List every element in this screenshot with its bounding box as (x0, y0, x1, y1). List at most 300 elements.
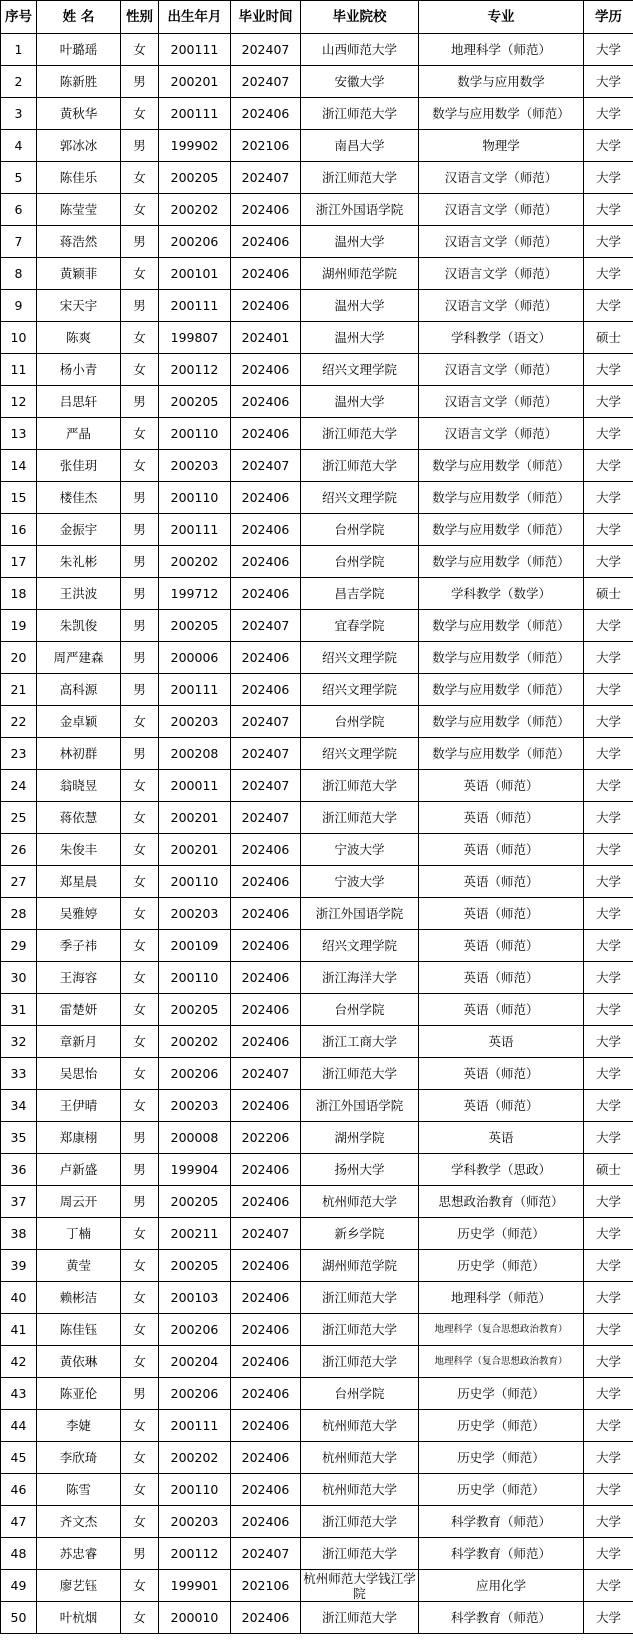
table-row (1, 514, 633, 546)
col-degree-cell: 大学 (584, 1090, 633, 1122)
col-grad-date-cell: 202406 (231, 898, 301, 930)
col-name-cell: 宋天宇 (37, 290, 121, 322)
col-birth-cell: 200205 (159, 162, 231, 194)
col-school-cell: 浙江师范大学 (301, 1314, 419, 1346)
col-index-cell: 21 (1, 674, 37, 706)
col-grad-date-cell: 202406 (231, 354, 301, 386)
col-birth-cell: 200111 (159, 290, 231, 322)
col-degree-cell: 大学 (584, 130, 633, 162)
table-row (1, 1410, 633, 1442)
col-name-cell: 齐文杰 (37, 1506, 121, 1538)
col-degree-cell: 大学 (584, 1186, 633, 1218)
col-major-cell: 地理科学（师范） (419, 1282, 584, 1314)
col-school-cell: 宜春学院 (301, 610, 419, 642)
col-school-cell: 浙江海洋大学 (301, 962, 419, 994)
col-gender-cell: 女 (121, 1506, 159, 1538)
table-row (1, 1602, 633, 1634)
col-degree-cell: 大学 (584, 98, 633, 130)
col-degree-cell: 大学 (584, 1250, 633, 1282)
col-gender-cell: 男 (121, 130, 159, 162)
col-degree-cell: 大学 (584, 386, 633, 418)
col-birth-cell: 200202 (159, 546, 231, 578)
col-degree-cell: 大学 (584, 1538, 633, 1570)
col-grad-date-cell: 202406 (231, 1154, 301, 1186)
col-major-cell: 应用化学 (419, 1570, 584, 1602)
col-index-cell: 1 (1, 34, 37, 66)
col-grad-date-cell: 202406 (231, 1250, 301, 1282)
col-name-cell: 郭冰冰 (37, 130, 121, 162)
col-index-cell: 25 (1, 802, 37, 834)
col-grad-date-cell: 202406 (231, 962, 301, 994)
col-gender-cell: 女 (121, 930, 159, 962)
col-degree-cell: 大学 (584, 1282, 633, 1314)
header-col-grad-date: 毕业时间 (231, 1, 301, 34)
header-col-major: 专业 (419, 1, 584, 34)
col-degree-cell: 大学 (584, 418, 633, 450)
col-index-cell: 27 (1, 866, 37, 898)
col-index-cell: 30 (1, 962, 37, 994)
col-gender-cell: 女 (121, 898, 159, 930)
col-birth-cell: 200203 (159, 898, 231, 930)
col-major-cell: 历史学（师范） (419, 1474, 584, 1506)
col-name-cell: 周云开 (37, 1186, 121, 1218)
table-row (1, 866, 633, 898)
col-grad-date-cell: 202406 (231, 418, 301, 450)
col-birth-cell: 200203 (159, 1506, 231, 1538)
col-grad-date-cell: 202406 (231, 290, 301, 322)
col-school-cell: 浙江师范大学 (301, 770, 419, 802)
col-index-cell: 48 (1, 1538, 37, 1570)
col-birth-cell: 199807 (159, 322, 231, 354)
col-school-cell: 杭州师范大学 (301, 1474, 419, 1506)
col-grad-date-cell: 202407 (231, 162, 301, 194)
col-grad-date-cell: 202407 (231, 1218, 301, 1250)
col-birth-cell: 200201 (159, 802, 231, 834)
table-row (1, 258, 633, 290)
col-major-cell: 地理科学（复合思想政治教育） (419, 1314, 584, 1346)
col-school-cell: 浙江师范大学 (301, 1538, 419, 1570)
col-birth-cell: 200110 (159, 418, 231, 450)
table-row (1, 994, 633, 1026)
table-row (1, 290, 633, 322)
table-row (1, 898, 633, 930)
col-grad-date-cell: 202407 (231, 802, 301, 834)
col-degree-cell: 大学 (584, 1506, 633, 1538)
col-degree-cell: 大学 (584, 194, 633, 226)
col-birth-cell: 200205 (159, 386, 231, 418)
table-row (1, 66, 633, 98)
col-index-cell: 43 (1, 1378, 37, 1410)
col-school-cell: 浙江师范大学 (301, 162, 419, 194)
col-birth-cell: 200110 (159, 1474, 231, 1506)
col-degree-cell: 大学 (584, 1314, 633, 1346)
col-grad-date-cell: 202406 (231, 1186, 301, 1218)
table-row (1, 930, 633, 962)
col-gender-cell: 女 (121, 98, 159, 130)
col-grad-date-cell: 202206 (231, 1122, 301, 1154)
col-major-cell: 汉语言文学（师范） (419, 162, 584, 194)
table-row (1, 1186, 633, 1218)
col-name-cell: 季子祎 (37, 930, 121, 962)
col-grad-date-cell: 202406 (231, 930, 301, 962)
table-row (1, 1282, 633, 1314)
table-row (1, 738, 633, 770)
col-gender-cell: 女 (121, 194, 159, 226)
col-birth-cell: 200010 (159, 1602, 231, 1634)
col-major-cell: 英语（师范） (419, 866, 584, 898)
col-index-cell: 22 (1, 706, 37, 738)
table-row (1, 1122, 633, 1154)
col-gender-cell: 女 (121, 1282, 159, 1314)
col-name-cell: 黄颖菲 (37, 258, 121, 290)
col-gender-cell: 女 (121, 418, 159, 450)
col-index-cell: 40 (1, 1282, 37, 1314)
col-birth-cell: 200204 (159, 1346, 231, 1378)
col-birth-cell: 199904 (159, 1154, 231, 1186)
col-major-cell: 数学与应用数学（师范） (419, 642, 584, 674)
col-name-cell: 朱凯俊 (37, 610, 121, 642)
col-name-cell: 严晶 (37, 418, 121, 450)
col-gender-cell: 男 (121, 674, 159, 706)
col-index-cell: 18 (1, 578, 37, 610)
col-major-cell: 汉语言文学（师范） (419, 194, 584, 226)
col-gender-cell: 男 (121, 482, 159, 514)
col-index-cell: 19 (1, 610, 37, 642)
col-school-cell: 台州学院 (301, 706, 419, 738)
col-major-cell: 英语（师范） (419, 1058, 584, 1090)
col-school-cell: 山西师范大学 (301, 34, 419, 66)
table-row (1, 834, 633, 866)
col-degree-cell: 大学 (584, 642, 633, 674)
col-birth-cell: 199901 (159, 1570, 231, 1602)
col-birth-cell: 200205 (159, 1186, 231, 1218)
col-gender-cell: 女 (121, 1442, 159, 1474)
col-index-cell: 47 (1, 1506, 37, 1538)
col-gender-cell: 男 (121, 1538, 159, 1570)
col-gender-cell: 男 (121, 514, 159, 546)
col-school-cell: 宁波大学 (301, 834, 419, 866)
col-gender-cell: 女 (121, 1250, 159, 1282)
col-name-cell: 赖彬洁 (37, 1282, 121, 1314)
col-school-cell: 宁波大学 (301, 866, 419, 898)
col-name-cell: 朱俊丰 (37, 834, 121, 866)
col-school-cell: 温州大学 (301, 290, 419, 322)
col-gender-cell: 女 (121, 866, 159, 898)
col-degree-cell: 大学 (584, 1602, 633, 1634)
table-row (1, 674, 633, 706)
col-school-cell: 杭州师范大学 (301, 1186, 419, 1218)
table-row (1, 1506, 633, 1538)
col-index-cell: 14 (1, 450, 37, 482)
col-index-cell: 36 (1, 1154, 37, 1186)
col-grad-date-cell: 202406 (231, 674, 301, 706)
col-name-cell: 王洪波 (37, 578, 121, 610)
col-school-cell: 安徽大学 (301, 66, 419, 98)
col-degree-cell: 大学 (584, 962, 633, 994)
col-birth-cell: 200206 (159, 1058, 231, 1090)
col-school-cell: 浙江师范大学 (301, 418, 419, 450)
col-gender-cell: 男 (121, 386, 159, 418)
table-row (1, 34, 633, 66)
table-row (1, 1378, 633, 1410)
table-row (1, 322, 633, 354)
table-row (1, 1442, 633, 1474)
table-row (1, 1250, 633, 1282)
col-school-cell: 昌吉学院 (301, 578, 419, 610)
col-grad-date-cell: 202407 (231, 770, 301, 802)
col-school-cell: 浙江师范大学 (301, 1282, 419, 1314)
col-gender-cell: 女 (121, 1410, 159, 1442)
col-major-cell: 汉语言文学（师范） (419, 258, 584, 290)
col-major-cell: 科学教育（师范） (419, 1602, 584, 1634)
col-grad-date-cell: 202406 (231, 514, 301, 546)
col-birth-cell: 199712 (159, 578, 231, 610)
col-degree-cell: 大学 (584, 162, 633, 194)
col-degree-cell: 大学 (584, 226, 633, 258)
col-name-cell: 吕思轩 (37, 386, 121, 418)
col-degree-cell: 大学 (584, 866, 633, 898)
col-degree-cell: 大学 (584, 834, 633, 866)
col-school-cell: 浙江师范大学 (301, 802, 419, 834)
col-major-cell: 数学与应用数学（师范） (419, 610, 584, 642)
header-row (1, 1, 633, 34)
col-gender-cell: 女 (121, 1602, 159, 1634)
col-birth-cell: 200205 (159, 610, 231, 642)
col-gender-cell: 女 (121, 962, 159, 994)
col-major-cell: 数学与应用数学（师范） (419, 514, 584, 546)
table-row (1, 1538, 633, 1570)
col-birth-cell: 200202 (159, 194, 231, 226)
col-gender-cell: 女 (121, 706, 159, 738)
col-degree-cell: 大学 (584, 994, 633, 1026)
header-col-gender: 性别 (121, 1, 159, 34)
col-school-cell: 绍兴文理学院 (301, 674, 419, 706)
col-index-cell: 11 (1, 354, 37, 386)
col-index-cell: 32 (1, 1026, 37, 1058)
col-degree-cell: 大学 (584, 1378, 633, 1410)
col-major-cell: 数学与应用数学（师范） (419, 482, 584, 514)
col-gender-cell: 女 (121, 1026, 159, 1058)
col-major-cell: 学科教学（语文） (419, 322, 584, 354)
table-row (1, 386, 633, 418)
col-grad-date-cell: 202406 (231, 386, 301, 418)
col-school-cell: 浙江师范大学 (301, 98, 419, 130)
col-major-cell: 英语（师范） (419, 930, 584, 962)
table-row (1, 418, 633, 450)
col-index-cell: 50 (1, 1602, 37, 1634)
col-grad-date-cell: 202406 (231, 994, 301, 1026)
col-gender-cell: 女 (121, 1346, 159, 1378)
col-school-cell: 台州学院 (301, 994, 419, 1026)
col-name-cell: 卢新盛 (37, 1154, 121, 1186)
col-degree-cell: 大学 (584, 546, 633, 578)
col-degree-cell: 大学 (584, 1570, 633, 1602)
col-birth-cell: 200206 (159, 1378, 231, 1410)
col-name-cell: 楼佳杰 (37, 482, 121, 514)
table-row (1, 130, 633, 162)
col-major-cell: 历史学（师范） (419, 1442, 584, 1474)
col-major-cell: 学科教学（数学） (419, 578, 584, 610)
col-major-cell: 汉语言文学（师范） (419, 226, 584, 258)
col-school-cell: 温州大学 (301, 226, 419, 258)
col-school-cell: 台州学院 (301, 546, 419, 578)
col-index-cell: 10 (1, 322, 37, 354)
col-degree-cell: 大学 (584, 674, 633, 706)
col-degree-cell: 大学 (584, 770, 633, 802)
col-birth-cell: 200205 (159, 994, 231, 1026)
col-major-cell: 历史学（师范） (419, 1218, 584, 1250)
col-degree-cell: 硕士 (584, 578, 633, 610)
col-index-cell: 26 (1, 834, 37, 866)
col-index-cell: 34 (1, 1090, 37, 1122)
col-index-cell: 6 (1, 194, 37, 226)
col-degree-cell: 大学 (584, 1410, 633, 1442)
col-index-cell: 38 (1, 1218, 37, 1250)
col-school-cell: 浙江外国语学院 (301, 1090, 419, 1122)
col-name-cell: 郑星晨 (37, 866, 121, 898)
col-school-cell: 温州大学 (301, 322, 419, 354)
col-major-cell: 地理科学（师范） (419, 34, 584, 66)
table-row (1, 1346, 633, 1378)
table-body (1, 34, 633, 1634)
col-name-cell: 黄秋华 (37, 98, 121, 130)
col-birth-cell: 200201 (159, 66, 231, 98)
col-name-cell: 吴雅婷 (37, 898, 121, 930)
col-degree-cell: 大学 (584, 898, 633, 930)
col-grad-date-cell: 202407 (231, 706, 301, 738)
col-degree-cell: 大学 (584, 1346, 633, 1378)
col-name-cell: 郑康栩 (37, 1122, 121, 1154)
col-index-cell: 15 (1, 482, 37, 514)
col-grad-date-cell: 202106 (231, 1570, 301, 1602)
col-name-cell: 杨小青 (37, 354, 121, 386)
col-degree-cell: 大学 (584, 1474, 633, 1506)
col-gender-cell: 女 (121, 1474, 159, 1506)
col-grad-date-cell: 202406 (231, 1314, 301, 1346)
col-school-cell: 浙江师范大学 (301, 1602, 419, 1634)
col-school-cell: 扬州大学 (301, 1154, 419, 1186)
col-gender-cell: 女 (121, 258, 159, 290)
col-major-cell: 汉语言文学（师范） (419, 418, 584, 450)
table-row (1, 1474, 633, 1506)
table-row (1, 450, 633, 482)
col-birth-cell: 200111 (159, 34, 231, 66)
col-name-cell: 王伊晴 (37, 1090, 121, 1122)
col-degree-cell: 大学 (584, 290, 633, 322)
col-grad-date-cell: 202406 (231, 1602, 301, 1634)
col-index-cell: 9 (1, 290, 37, 322)
col-index-cell: 37 (1, 1186, 37, 1218)
col-birth-cell: 200111 (159, 514, 231, 546)
col-school-cell: 浙江师范大学 (301, 1346, 419, 1378)
col-major-cell: 数学与应用数学（师范） (419, 706, 584, 738)
col-degree-cell: 大学 (584, 930, 633, 962)
table-row (1, 482, 633, 514)
col-gender-cell: 女 (121, 834, 159, 866)
table-row (1, 162, 633, 194)
col-name-cell: 黄莹 (37, 1250, 121, 1282)
col-school-cell: 浙江师范大学 (301, 450, 419, 482)
col-index-cell: 2 (1, 66, 37, 98)
col-index-cell: 3 (1, 98, 37, 130)
table-row (1, 1090, 633, 1122)
col-name-cell: 叶杭烟 (37, 1602, 121, 1634)
col-name-cell: 叶璐瑶 (37, 34, 121, 66)
col-degree-cell: 硕士 (584, 322, 633, 354)
col-major-cell: 英语（师范） (419, 898, 584, 930)
col-grad-date-cell: 202106 (231, 130, 301, 162)
col-grad-date-cell: 202407 (231, 34, 301, 66)
col-name-cell: 陈亚伦 (37, 1378, 121, 1410)
col-grad-date-cell: 202406 (231, 98, 301, 130)
col-index-cell: 5 (1, 162, 37, 194)
col-major-cell: 数学与应用数学（师范） (419, 674, 584, 706)
col-birth-cell: 200109 (159, 930, 231, 962)
col-index-cell: 49 (1, 1570, 37, 1602)
col-major-cell: 数学与应用数学（师范） (419, 450, 584, 482)
col-name-cell: 苏忠睿 (37, 1538, 121, 1570)
col-gender-cell: 女 (121, 994, 159, 1026)
col-index-cell: 33 (1, 1058, 37, 1090)
col-major-cell: 汉语言文学（师范） (419, 354, 584, 386)
col-grad-date-cell: 202407 (231, 450, 301, 482)
col-grad-date-cell: 202406 (231, 1026, 301, 1058)
header-col-name: 姓 名 (37, 1, 121, 34)
col-index-cell: 17 (1, 546, 37, 578)
col-index-cell: 13 (1, 418, 37, 450)
col-major-cell: 汉语言文学（师范） (419, 386, 584, 418)
col-school-cell: 浙江外国语学院 (301, 898, 419, 930)
col-school-cell: 杭州师范大学钱江学院 (301, 1570, 419, 1602)
col-grad-date-cell: 202407 (231, 1058, 301, 1090)
col-grad-date-cell: 202406 (231, 1282, 301, 1314)
col-index-cell: 28 (1, 898, 37, 930)
col-name-cell: 张佳玥 (37, 450, 121, 482)
col-index-cell: 41 (1, 1314, 37, 1346)
col-major-cell: 英语（师范） (419, 770, 584, 802)
col-gender-cell: 男 (121, 578, 159, 610)
col-grad-date-cell: 202407 (231, 610, 301, 642)
col-school-cell: 温州大学 (301, 386, 419, 418)
col-gender-cell: 男 (121, 610, 159, 642)
col-major-cell: 物理学 (419, 130, 584, 162)
col-index-cell: 7 (1, 226, 37, 258)
col-index-cell: 35 (1, 1122, 37, 1154)
col-name-cell: 王海容 (37, 962, 121, 994)
table-row (1, 1154, 633, 1186)
col-gender-cell: 男 (121, 738, 159, 770)
col-major-cell: 英语（师范） (419, 962, 584, 994)
col-degree-cell: 硕士 (584, 1154, 633, 1186)
col-gender-cell: 女 (121, 1218, 159, 1250)
col-major-cell: 科学教育（师范） (419, 1506, 584, 1538)
col-birth-cell: 200110 (159, 962, 231, 994)
col-major-cell: 地理科学（复合思想政治教育） (419, 1346, 584, 1378)
col-gender-cell: 男 (121, 226, 159, 258)
col-grad-date-cell: 202406 (231, 1442, 301, 1474)
col-gender-cell: 男 (121, 1154, 159, 1186)
col-name-cell: 蒋依慧 (37, 802, 121, 834)
col-birth-cell: 200111 (159, 1410, 231, 1442)
col-name-cell: 金卓颖 (37, 706, 121, 738)
col-grad-date-cell: 202406 (231, 1410, 301, 1442)
col-gender-cell: 男 (121, 1122, 159, 1154)
col-degree-cell: 大学 (584, 354, 633, 386)
table-row (1, 226, 633, 258)
col-school-cell: 浙江师范大学 (301, 1506, 419, 1538)
col-name-cell: 陈佳钰 (37, 1314, 121, 1346)
col-grad-date-cell: 202401 (231, 322, 301, 354)
